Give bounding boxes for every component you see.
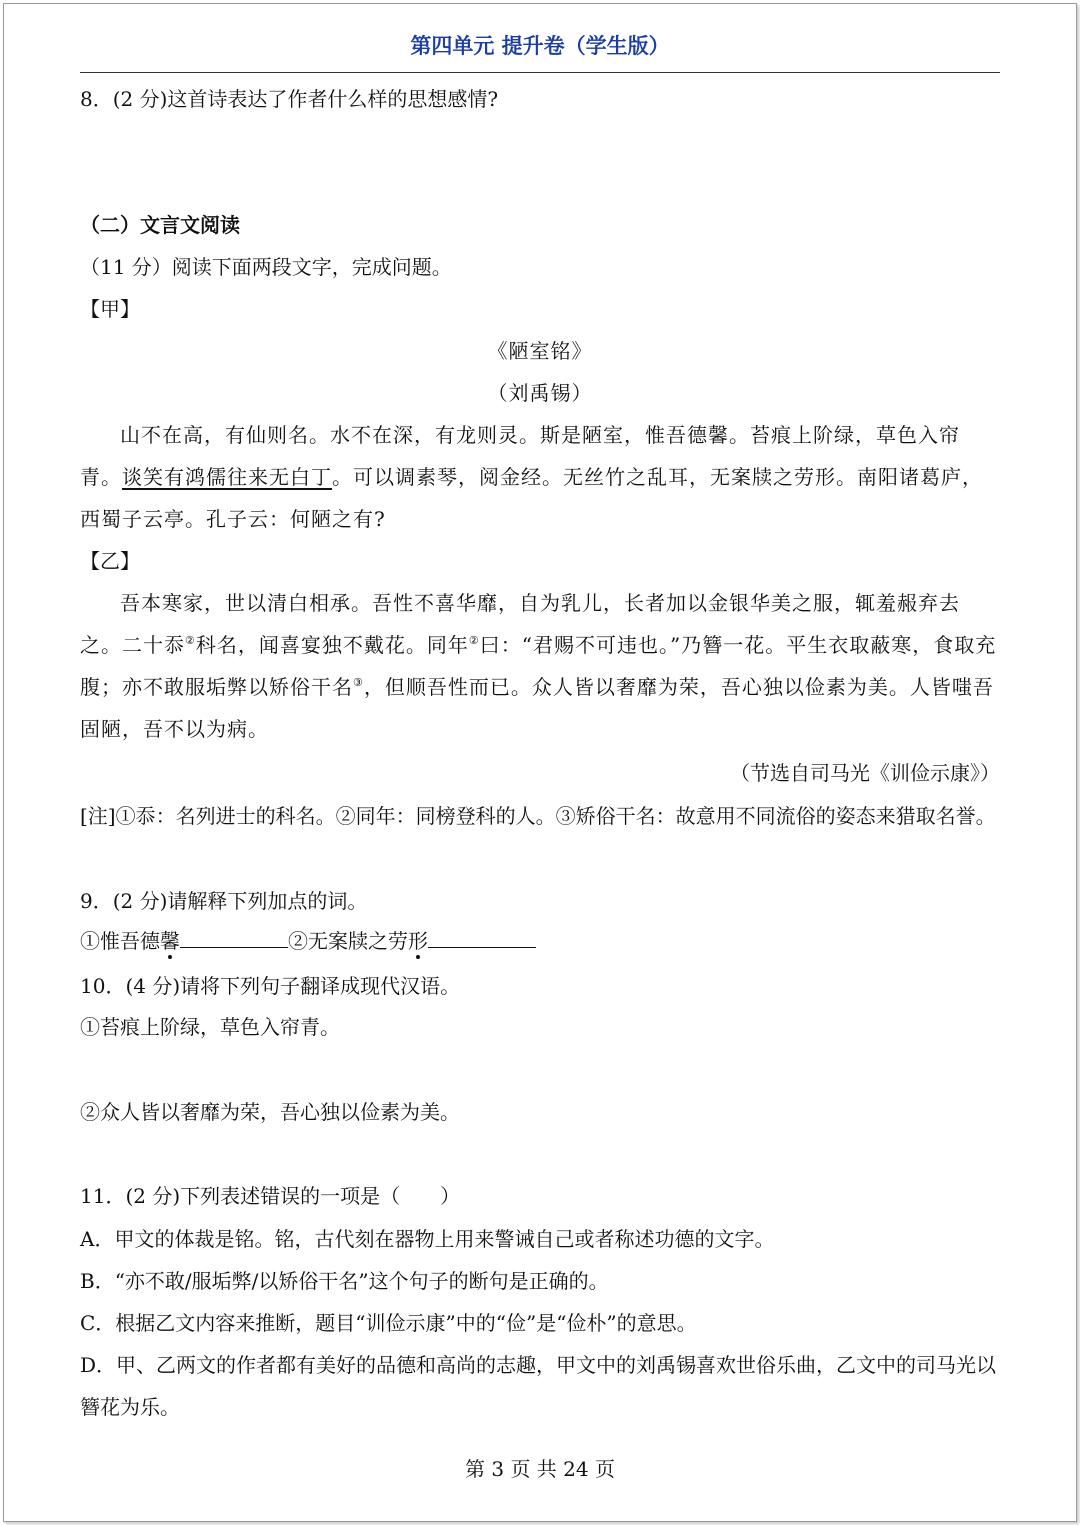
page-header-title: 第四单元 提升卷（学生版）: [410, 34, 670, 58]
passage-yi-part4: ，但顺吾性而已。众人皆以奢靡为荣，吾心独以俭素为美。人皆嗤吾固陋，吾不以为病。: [80, 675, 994, 741]
page-number: 第 3 页 共 24 页: [465, 1457, 615, 1481]
passage-yi-part3: 曰：“君赐不可违也。”乃簪一花。平生衣取蔽寒，食取充腹；亦不敢服垢弊以矫俗干名: [80, 633, 997, 699]
annotation-notes: [注]①忝：名列进士的科名。②同年：同榜登科的人。③矫俗干名：故意用不同流俗的姿态来猎取名誉。: [80, 804, 996, 828]
passage-yi-text: [80, 582, 1000, 750]
q9-answer-blank-1[interactable]: [180, 927, 288, 948]
q11-option-a: A．甲文的体裁是铭。铭，古代刻在器物上用来警诫自己或者称述功德的文字。: [80, 1227, 775, 1251]
q9-item2-text: ②无案牍之劳: [288, 929, 408, 953]
question-9-items: [80, 920, 1000, 962]
section-intro: （11 分）阅读下面两段文字，完成问题。: [80, 255, 452, 279]
q9-item1-dotted-word: 馨: [160, 929, 180, 953]
footnote-marker: ③: [353, 676, 364, 689]
q9-item1-text: ①惟吾德: [80, 929, 160, 953]
section-title: （二）文言文阅读: [80, 213, 240, 237]
passage-yi-part2: 科名，闻喜宴独不戴花。同年: [195, 633, 469, 657]
q11-option-b: B．“亦不敢/服垢弊/以矫俗干名”这个句子的断句是正确的。: [80, 1269, 609, 1293]
question-8: 8．(2 分)这首诗表达了作者什么样的思想感情?: [80, 87, 499, 111]
underlined-sentence: 谈笑有鸿儒往来无白丁: [122, 465, 332, 489]
passage-yi-part1: 吾本寒家，世以清白相承。吾性不喜华靡，自为乳儿，长者加以金银华美之服，辄羞赧弃去之。二十忝: [80, 591, 960, 657]
question-11: 11．(2 分)下列表述错误的一项是（ ）: [80, 1184, 461, 1208]
q9-item2-dotted-word: 形: [408, 929, 428, 953]
question-9: 9．(2 分)请解释下列加点的词。: [80, 889, 368, 913]
q9-answer-blank-2[interactable]: [428, 927, 536, 948]
q11-option-d: D．甲、乙两文的作者都有美好的品德和高尚的志趣，甲文中的刘禹锡喜欢世俗乐曲，乙文中的司马光以簪花为乐。: [80, 1353, 997, 1419]
header-divider: [80, 72, 1000, 73]
passage-jia-label: 【甲】: [80, 297, 140, 321]
footnote-marker: ②: [185, 634, 196, 647]
q10-sentence-2: ②众人皆以奢靡为荣，吾心独以俭素为美。: [80, 1100, 460, 1124]
passage-jia-text: [80, 414, 1000, 540]
passage-jia-part1: 山不在高，有仙则名。水不在深，有龙则灵。斯是陋室，惟吾德馨。苔痕上阶绿，草色入帘青。: [80, 423, 960, 489]
q10-sentence-1: ①苔痕上阶绿，草色入帘青。: [80, 1015, 340, 1039]
passage-jia-author: （刘禹锡）: [487, 381, 593, 405]
question-10: 10．(4 分)请将下列句子翻译成现代汉语。: [80, 974, 461, 998]
passage-jia-part2: 。可以调素琴，阅金经。无丝竹之乱耳，无案牍之劳形。南阳诸葛庐，西蜀子云亭。孔子云：何陋之有?: [80, 465, 983, 531]
q11-option-c: C．根据乙文内容来推断，题目“训俭示康”中的“俭”是“俭朴”的意思。: [80, 1311, 697, 1335]
passage-yi-label: 【乙】: [80, 549, 140, 573]
passage-jia-title: 《陋室铭》: [487, 339, 593, 363]
footnote-marker: ②: [468, 634, 480, 647]
passage-yi-source: （节选自司马光《训俭示康》）: [730, 761, 1000, 785]
